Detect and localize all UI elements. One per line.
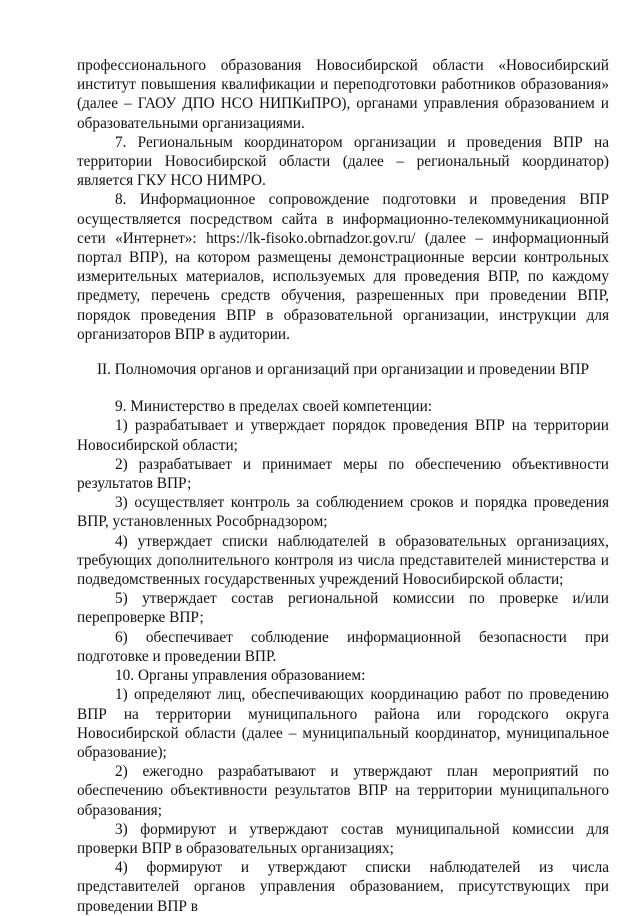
paragraph-item-10-3: 3) формируют и утверждают состав муниципальной комиссии для проверки ВПР в образовательных организациях; [77,820,609,857]
paragraph-item-9-3: 3) осуществляет контроль за соблюдением сроков и порядка проведения ВПР, установленных Рособрнадзором; [77,494,609,531]
paragraph-item-10-1: 1) определяют лиц, обеспечивающих координацию работ по проведению ВПР на территории муниципального района или городского округа Новосибирской области (далее – муниципальный координатор, муниципальное образование); [77,686,609,761]
paragraph-item-7: 7. Региональным координатором организации и проведения ВПР на территории Новосибирской области (далее – региональный координатор) является ГКУ НСО НИМРО. [77,133,609,190]
paragraph-item-9-6: 6) обеспечивает соблюдение информационной безопасности при подготовке и проведении ВПР. [77,628,609,665]
paragraph-item-9-4: 4) утверждает списки наблюдателей в образовательных организациях, требующих дополнительного контроля из числа представителей министерства и подведомственных государственных учреждений Новосибирской области; [77,532,609,589]
document-page [77,56,609,916]
paragraph-item-9-2: 2) разрабатывает и принимает меры по обеспечению объективности результатов ВПР; [77,455,609,493]
paragraph-continuation: профессионального образования Новосибирской области «Новосибирский институт повышения квалификации и переподготовки работников образования» (далее – ГАОУ ДПО НСО НИПКиПРО), органами управления образованием и образовательными организациями. [77,57,609,132]
paragraph-item-8: 8. Информационное сопровождение подготовки и проведения ВПР осуществляется посредством сайта в информационно-телекоммуникационной сети «Интернет»: https://lk-fisoko.obrnadzor.gov.ru/ (далее – информационный портал ВПР), на котором размещены демонстрационные версии контрольных измерительных материалов, используемых для проведения ВПР, по каждому предмету, перечень средств обучения, разрешенных при проведении ВПР, порядок проведения ВПР в образовательной организации, инструкции для организаторов ВПР в аудитории. [77,191,609,343]
paragraph-item-10: 10. Органы управления образованием: [115,667,366,685]
paragraph-item-9: 9. Министерство в пределах своей компетенции: [115,398,433,416]
paragraph-item-10-4: 4) формируют и утверждают списки наблюдателей из числа представителей органов управления образованием, присутствующих при проведении ВПР в [77,859,609,915]
paragraph-item-9-1: 1) разрабатывает и утверждает порядок проведения ВПР на территории Новосибирской области; [77,417,609,454]
paragraph-item-10-2: 2) ежегодно разрабатывают и утверждают план мероприятий по обеспечению объективности результатов ВПР на территории муниципального образования; [77,763,609,819]
section-heading: II. Полномочия органов и организаций при организации и проведении ВПР [96,361,590,379]
paragraph-item-9-5: 5) утверждает состав региональной комиссии по проверке и/или перепроверке ВПР; [77,590,609,627]
